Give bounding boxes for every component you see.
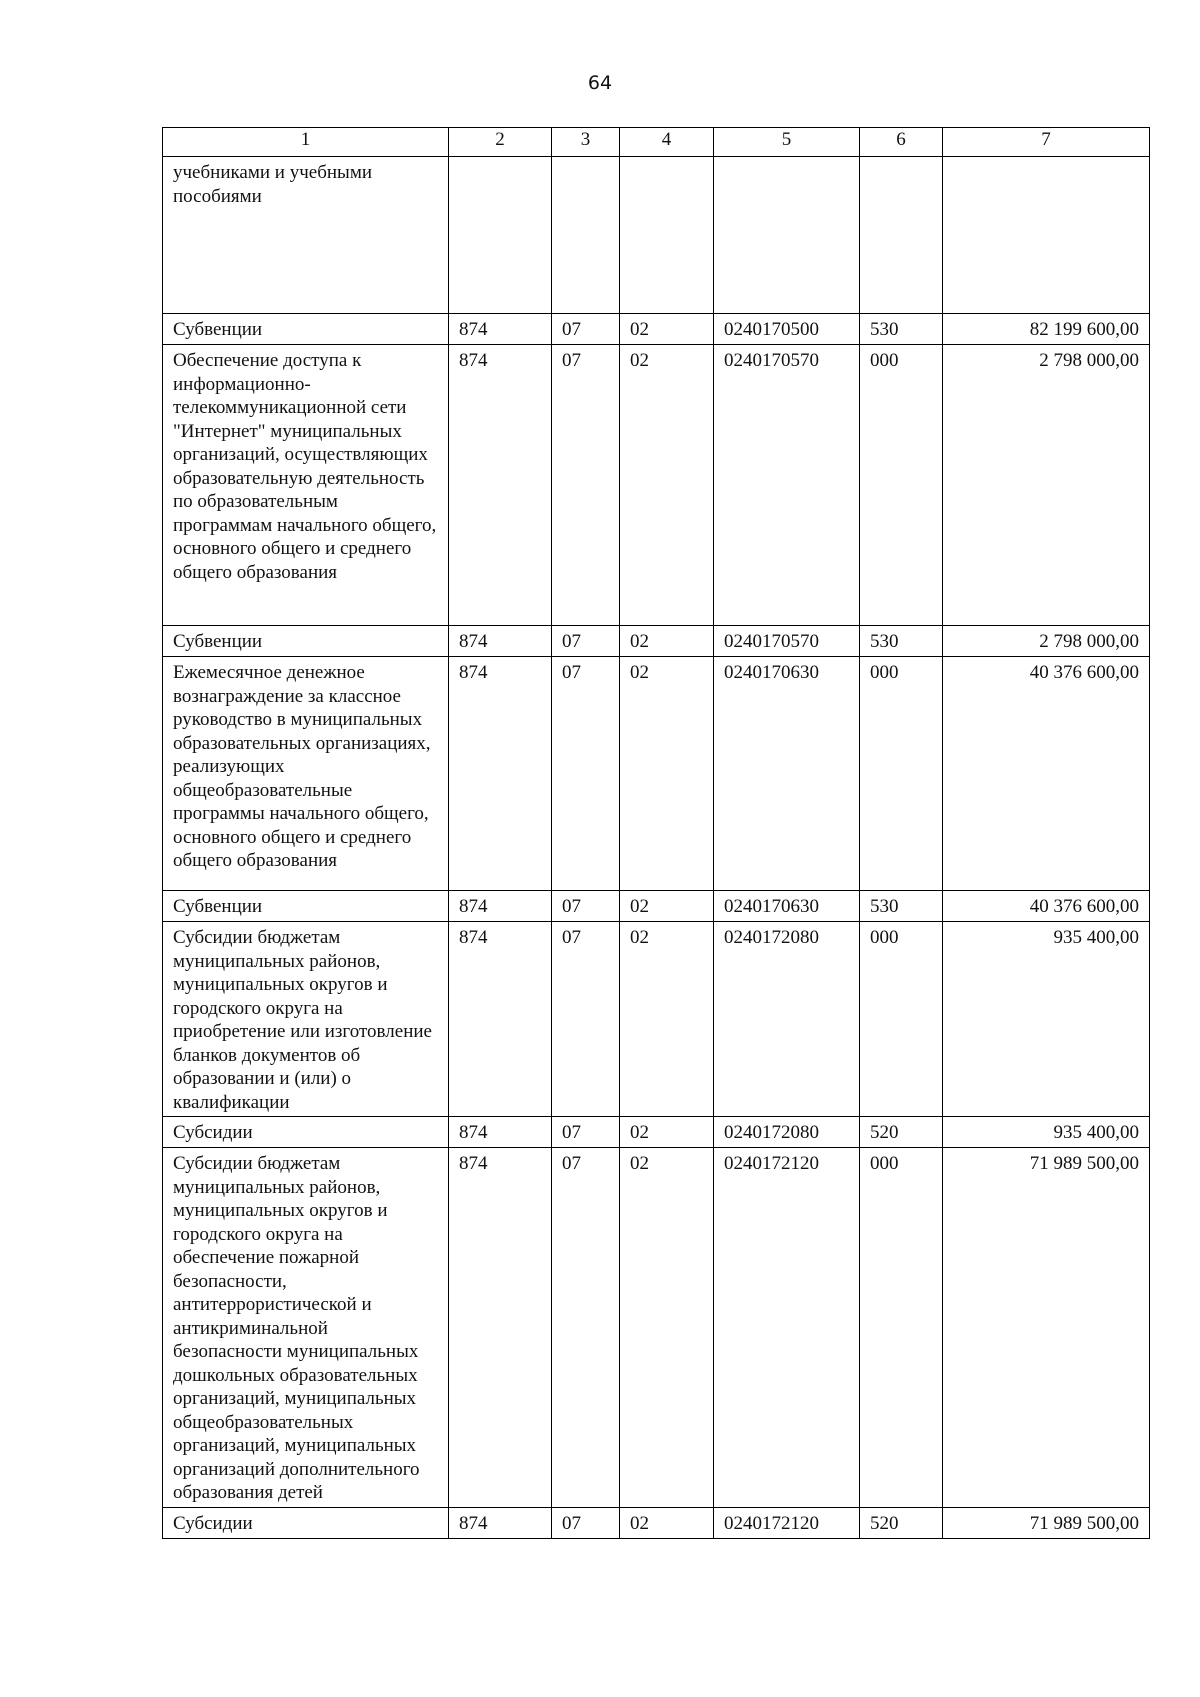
row-expense-type-cell	[860, 157, 943, 314]
row-name-cell: Субсидии	[163, 1507, 449, 1538]
row-name-cell: Субвенции	[163, 626, 449, 657]
row-section-cell: 07	[552, 1507, 620, 1538]
row-code-cell: 874	[449, 922, 552, 1117]
row-code-cell: 874	[449, 1507, 552, 1538]
row-subsection-cell: 02	[620, 891, 714, 922]
row-amount-cell: 71 989 500,00	[943, 1507, 1150, 1538]
row-subsection-cell	[620, 157, 714, 314]
row-amount-cell: 40 376 600,00	[943, 657, 1150, 891]
row-section-cell: 07	[552, 345, 620, 626]
row-target-cell: 0240170570	[714, 345, 860, 626]
table-row	[163, 657, 1150, 891]
row-target-cell: 0240170630	[714, 657, 860, 891]
row-expense-type-cell: 530	[860, 314, 943, 345]
table-row	[163, 314, 1150, 345]
row-subsection-cell: 02	[620, 922, 714, 1117]
row-code-cell	[449, 157, 552, 314]
table-row	[163, 922, 1150, 1117]
row-section-cell: 07	[552, 314, 620, 345]
row-target-cell: 0240172120	[714, 1507, 860, 1538]
row-expense-type-cell: 520	[860, 1507, 943, 1538]
row-expense-type-cell: 530	[860, 891, 943, 922]
page-number: 64	[587, 72, 613, 94]
table-row	[163, 157, 1150, 314]
table-row	[163, 345, 1150, 626]
header-col-4: 4	[620, 128, 714, 157]
row-subsection-cell: 02	[620, 626, 714, 657]
row-amount-cell: 2 798 000,00	[943, 626, 1150, 657]
row-target-cell: 0240172080	[714, 922, 860, 1117]
row-code-cell: 874	[449, 891, 552, 922]
row-expense-type-cell: 000	[860, 1148, 943, 1508]
row-expense-type-cell: 000	[860, 657, 943, 891]
table-row	[163, 626, 1150, 657]
row-code-cell: 874	[449, 345, 552, 626]
row-expense-type-cell: 530	[860, 626, 943, 657]
row-amount-cell: 71 989 500,00	[943, 1148, 1150, 1508]
row-target-cell: 0240172080	[714, 1117, 860, 1148]
row-target-cell: 0240172120	[714, 1148, 860, 1508]
row-target-cell: 0240170570	[714, 626, 860, 657]
row-code-cell: 874	[449, 626, 552, 657]
row-name-cell: Субсидии	[163, 1117, 449, 1148]
row-name-cell: Субсидии бюджетам муниципальных районов, муниципальных округов и городского округа на обеспечение пожарной безопасности, антитеррористической и антикриминальной безопасности муниципальных дошкольных образовательных организаций, муниципальных общеобразовательных организаций, муниципальных организаций дополнительного образования детей	[163, 1148, 449, 1508]
row-target-cell: 0240170500	[714, 314, 860, 345]
table-row	[163, 891, 1150, 922]
row-subsection-cell: 02	[620, 657, 714, 891]
row-subsection-cell: 02	[620, 1507, 714, 1538]
row-amount-cell: 935 400,00	[943, 1117, 1150, 1148]
budget-table	[162, 127, 1150, 1539]
header-col-6: 6	[860, 128, 943, 157]
row-subsection-cell: 02	[620, 314, 714, 345]
row-section-cell: 07	[552, 1117, 620, 1148]
row-name-cell: Субвенции	[163, 314, 449, 345]
row-target-cell	[714, 157, 860, 314]
row-subsection-cell: 02	[620, 1148, 714, 1508]
row-section-cell: 07	[552, 626, 620, 657]
table-row	[163, 1117, 1150, 1148]
row-section-cell: 07	[552, 891, 620, 922]
row-amount-cell: 40 376 600,00	[943, 891, 1150, 922]
row-section-cell: 07	[552, 657, 620, 891]
row-expense-type-cell: 000	[860, 345, 943, 626]
row-expense-type-cell: 000	[860, 922, 943, 1117]
row-amount-cell: 82 199 600,00	[943, 314, 1150, 345]
row-section-cell: 07	[552, 922, 620, 1117]
row-name-cell: Субсидии бюджетам муниципальных районов, муниципальных округов и городского округа на приобретение или изготовление бланков документов об образовании и (или) о квалификации	[163, 922, 449, 1117]
row-code-cell: 874	[449, 314, 552, 345]
row-target-cell: 0240170630	[714, 891, 860, 922]
row-code-cell: 874	[449, 1117, 552, 1148]
row-name-cell: Субвенции	[163, 891, 449, 922]
header-col-7: 7	[943, 128, 1150, 157]
header-col-3: 3	[552, 128, 620, 157]
row-code-cell: 874	[449, 1148, 552, 1508]
row-section-cell	[552, 157, 620, 314]
table-row	[163, 1507, 1150, 1538]
row-name-cell: Обеспечение доступа к информационно-телекоммуникационной сети "Интернет" муниципальных организаций, осуществляющих образовательную деятельность по образовательным программам начального общего, основного общего и среднего общего образования	[163, 345, 449, 626]
row-section-cell: 07	[552, 1148, 620, 1508]
header-col-2: 2	[449, 128, 552, 157]
row-amount-cell: 2 798 000,00	[943, 345, 1150, 626]
table-row	[163, 1148, 1150, 1508]
row-subsection-cell: 02	[620, 345, 714, 626]
row-name-cell: Ежемесячное денежное вознаграждение за классное руководство в муниципальных образовательных организациях, реализующих общеобразовательные программы начального общего, основного общего и среднего общего образования	[163, 657, 449, 891]
row-name-cell: учебниками и учебными пособиями	[163, 157, 449, 314]
header-col-5: 5	[714, 128, 860, 157]
row-expense-type-cell: 520	[860, 1117, 943, 1148]
row-amount-cell: 935 400,00	[943, 922, 1150, 1117]
row-subsection-cell: 02	[620, 1117, 714, 1148]
row-code-cell: 874	[449, 657, 552, 891]
header-col-1: 1	[163, 128, 449, 157]
row-amount-cell	[943, 157, 1150, 314]
table-header-row	[163, 128, 1150, 157]
